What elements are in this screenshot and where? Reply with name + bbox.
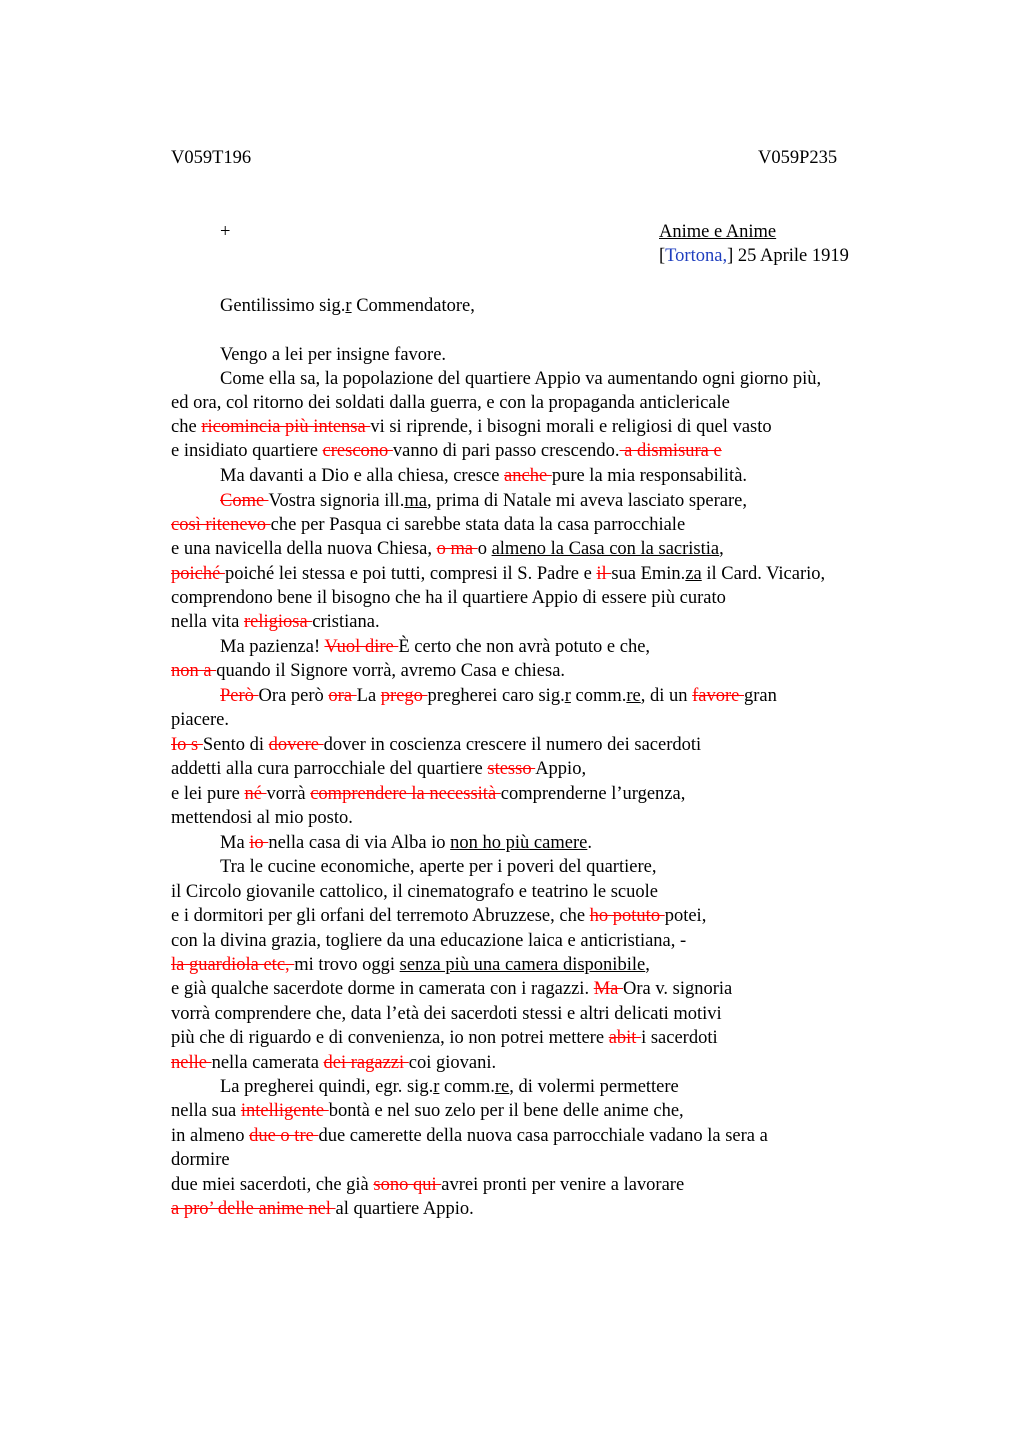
deletion: Ma bbox=[593, 979, 623, 999]
text-segment: re bbox=[494, 1077, 510, 1097]
text-segment: poiché lei stessa e poi tutti, compresi il S. Padre e bbox=[224, 564, 597, 584]
text-segment: senza più una camera disponibile bbox=[399, 955, 646, 975]
text-segment: La bbox=[356, 686, 381, 706]
text-segment: Ma davanti a Dio e alla chiesa, cresce bbox=[220, 466, 505, 486]
text-segment: Come ella sa, la popolazione del quartiere Appio va aumentando ogni giorno più, bbox=[220, 369, 822, 389]
text-segment: Ma bbox=[220, 833, 250, 853]
text-segment: za bbox=[685, 564, 702, 584]
deletion: ho potuto bbox=[589, 906, 665, 926]
text-segment: Commendatore, bbox=[351, 296, 475, 316]
salutation bbox=[220, 294, 475, 318]
deletion: non a bbox=[171, 661, 217, 681]
text-segment: È certo che non avrà potuto e che, bbox=[398, 637, 651, 657]
text-segment: Ora però bbox=[258, 686, 329, 706]
body-line bbox=[171, 1173, 684, 1197]
text-segment: i sacerdoti bbox=[641, 1028, 718, 1048]
deletion: due o tre bbox=[249, 1126, 319, 1146]
deletion: o ma bbox=[436, 539, 478, 559]
text-segment: , di volermi permettere bbox=[509, 1077, 679, 1097]
text-segment: Tra le cucine economiche, aperte per i poveri del quartiere, bbox=[220, 857, 657, 877]
deletion: io bbox=[249, 833, 269, 853]
text-segment: in almeno bbox=[171, 1126, 250, 1146]
text-segment: coi giovani. bbox=[408, 1053, 497, 1073]
place-name: Tortona, bbox=[665, 246, 728, 266]
body-line bbox=[171, 1148, 230, 1172]
text-segment: , bbox=[719, 539, 724, 559]
text-segment: quando il Signore vorrà, avremo Casa e chiesa. bbox=[216, 661, 566, 681]
body-line bbox=[220, 855, 656, 879]
body-line bbox=[171, 586, 726, 610]
body-line bbox=[171, 977, 732, 1001]
text-segment: piacere. bbox=[171, 710, 230, 730]
deletion: ora bbox=[328, 686, 357, 706]
text-segment: potei, bbox=[664, 906, 707, 926]
text-segment: e insidiato quartiere bbox=[171, 441, 323, 461]
body-line bbox=[171, 439, 722, 463]
text-segment: avrei pronti per venire a lavorare bbox=[441, 1175, 685, 1195]
deletion: anche bbox=[504, 466, 552, 486]
text-segment: r bbox=[564, 686, 571, 706]
text-segment: comprenderne l’urgenza, bbox=[500, 784, 686, 804]
deletion: religiosa bbox=[243, 612, 313, 632]
text-segment: pregherei caro sig. bbox=[427, 686, 565, 706]
text-segment: comprendono bene il bisogno che ha il quartiere Appio di essere più curato bbox=[171, 588, 726, 608]
text-segment: , bbox=[645, 955, 650, 975]
text-segment: comm. bbox=[570, 686, 627, 706]
text-segment: il Circolo giovanile cattolico, il cinematografo e teatrino le scuole bbox=[171, 882, 658, 902]
body-line bbox=[171, 782, 685, 806]
deletion: così ritenevo bbox=[171, 515, 271, 535]
deletion: prego bbox=[380, 686, 428, 706]
body-line bbox=[171, 562, 825, 586]
text-segment: con la divina grazia, togliere da una educazione laica e anticristiana, - bbox=[171, 931, 687, 951]
body-line bbox=[220, 489, 747, 513]
body-line bbox=[220, 367, 821, 391]
deletion: nelle bbox=[171, 1053, 212, 1073]
body-line bbox=[171, 1051, 496, 1075]
cross-mark: + bbox=[220, 222, 231, 242]
deletion: la guardiola etc, bbox=[171, 955, 295, 975]
text-segment: , prima di Natale mi aveva lasciato sperare, bbox=[426, 491, 747, 511]
text-segment: sua Emin. bbox=[611, 564, 686, 584]
text-segment: che per Pasqua ci sarebbe stata data la casa parrocchiale bbox=[270, 515, 686, 535]
body-line bbox=[220, 1075, 679, 1099]
deletion: dei ragazzi bbox=[323, 1053, 409, 1073]
text-segment: nella casa di via Alba io bbox=[268, 833, 451, 853]
text-segment: dover in coscienza crescere il numero dei sacerdoti bbox=[323, 735, 702, 755]
deletion: favore bbox=[692, 686, 745, 706]
text-segment: e già qualche sacerdote dorme in camerata con i ragazzi. bbox=[171, 979, 594, 999]
text-segment: e lei pure bbox=[171, 784, 245, 804]
text-segment: Gentilissimo sig. bbox=[220, 296, 346, 316]
body-line bbox=[171, 1099, 684, 1123]
text-segment: vorrà bbox=[266, 784, 311, 804]
deletion: a pro’ delle anime nel bbox=[171, 1199, 336, 1219]
text-segment: più che di riguardo e di convenienza, io non potrei mettere bbox=[171, 1028, 609, 1048]
text-segment: nella camerata bbox=[211, 1053, 324, 1073]
text-segment: vorrà comprendere che, data l’età dei sacerdoti stessi e altri delicati motivi bbox=[171, 1004, 722, 1024]
body-line bbox=[171, 1026, 718, 1050]
text-segment: dormire bbox=[171, 1150, 230, 1170]
body-line bbox=[171, 806, 353, 830]
deletion: Vuol dire bbox=[324, 637, 399, 657]
text-segment: Vostra signoria ill. bbox=[268, 491, 405, 511]
text-segment: comm. bbox=[439, 1077, 495, 1097]
text-segment: non ho più camere bbox=[450, 833, 588, 853]
body-line bbox=[220, 684, 777, 708]
text-segment: pure la mia responsabilità. bbox=[551, 466, 748, 486]
bracket-open: [ bbox=[659, 246, 666, 266]
letter-title bbox=[659, 220, 776, 244]
deletion: Come bbox=[220, 491, 269, 511]
text-segment: due camerette della nuova casa parrocchiale vadano la sera a bbox=[318, 1126, 768, 1146]
date-text: ] 25 Aprile 1919 bbox=[727, 246, 849, 266]
text-segment: Ma pazienza! bbox=[220, 637, 325, 657]
letter-title-text: Anime e Anime bbox=[659, 222, 777, 242]
text-segment: bontà e nel suo zelo per il bene delle anime che, bbox=[328, 1101, 684, 1121]
text-segment: che bbox=[171, 417, 202, 437]
text-segment: ed ora, col ritorno dei soldati dalla guerra, e con la propaganda anticlericale bbox=[171, 393, 730, 413]
document-code-left: V059T196 bbox=[171, 148, 252, 168]
body-line bbox=[171, 391, 730, 415]
deletion: Io s bbox=[171, 735, 203, 755]
deletion: intelligente bbox=[240, 1101, 329, 1121]
body-line bbox=[171, 415, 772, 439]
deletion: il bbox=[596, 564, 612, 584]
text-segment: nella vita bbox=[171, 612, 244, 632]
text-segment: Appio, bbox=[535, 759, 587, 779]
body-line bbox=[171, 880, 658, 904]
body-line bbox=[220, 635, 650, 659]
body-line bbox=[171, 1002, 722, 1026]
deletion: dovere bbox=[268, 735, 324, 755]
body-line bbox=[171, 953, 650, 977]
deletion: sono qui bbox=[373, 1175, 442, 1195]
body-line bbox=[171, 1124, 768, 1148]
text-segment: mettendosi al mio posto. bbox=[171, 808, 353, 828]
body-line bbox=[171, 757, 586, 781]
deletion: a dismisura e bbox=[619, 441, 722, 461]
text-segment: re bbox=[626, 686, 641, 706]
deletion: Però bbox=[220, 686, 259, 706]
body-line bbox=[171, 610, 380, 634]
body-line bbox=[171, 708, 229, 732]
body-line bbox=[220, 464, 747, 488]
text-segment: o bbox=[477, 539, 492, 559]
text-segment: nella sua bbox=[171, 1101, 241, 1121]
deletion: poiché bbox=[171, 564, 225, 584]
deletion: comprendere la necessità bbox=[310, 784, 501, 804]
body-line bbox=[220, 831, 592, 855]
text-segment: Vengo a lei per insigne favore. bbox=[220, 345, 447, 365]
body-line bbox=[171, 537, 724, 561]
body-line bbox=[171, 513, 685, 537]
body-line bbox=[171, 929, 686, 953]
text-segment: . bbox=[587, 833, 592, 853]
text-segment: il Card. Vicario, bbox=[701, 564, 826, 584]
text-segment: due miei sacerdoti, che già bbox=[171, 1175, 374, 1195]
text-segment: mi trovo oggi bbox=[294, 955, 400, 975]
text-segment: Sento di bbox=[202, 735, 269, 755]
text-segment: ma bbox=[404, 491, 427, 511]
body-line bbox=[220, 343, 446, 367]
text-segment: Ora v. signoria bbox=[623, 979, 733, 999]
text-segment: cristiana. bbox=[312, 612, 380, 632]
text-segment: La pregherei quindi, egr. sig. bbox=[220, 1077, 434, 1097]
text-segment: al quartiere Appio. bbox=[335, 1199, 474, 1219]
text-segment: e una navicella della nuova Chiesa, bbox=[171, 539, 437, 559]
body-line bbox=[171, 733, 701, 757]
text-segment: r bbox=[345, 296, 352, 316]
text-segment: vi si riprende, i bisogni morali e religiosi di quel vasto bbox=[370, 417, 772, 437]
text-segment: addetti alla cura parrocchiale del quartiere bbox=[171, 759, 488, 779]
deletion: stesso bbox=[487, 759, 536, 779]
text-segment: gran bbox=[744, 686, 777, 706]
text-segment: , di un bbox=[640, 686, 693, 706]
body-line bbox=[171, 659, 565, 683]
text-segment: e i dormitori per gli orfani del terremoto Abruzzese, che bbox=[171, 906, 590, 926]
deletion: abit bbox=[608, 1028, 642, 1048]
text-segment: r bbox=[433, 1077, 440, 1097]
deletion: crescono bbox=[322, 441, 393, 461]
deletion: né bbox=[244, 784, 267, 804]
body-line bbox=[171, 904, 706, 928]
deletion: ricomincia più intensa bbox=[201, 417, 371, 437]
document-code-right: V059P235 bbox=[758, 148, 838, 168]
letter-dateline bbox=[659, 244, 849, 268]
body-line bbox=[171, 1197, 474, 1221]
text-segment: vanno di pari passo crescendo. bbox=[392, 441, 620, 461]
text-segment: almeno la Casa con la sacristia bbox=[491, 539, 720, 559]
